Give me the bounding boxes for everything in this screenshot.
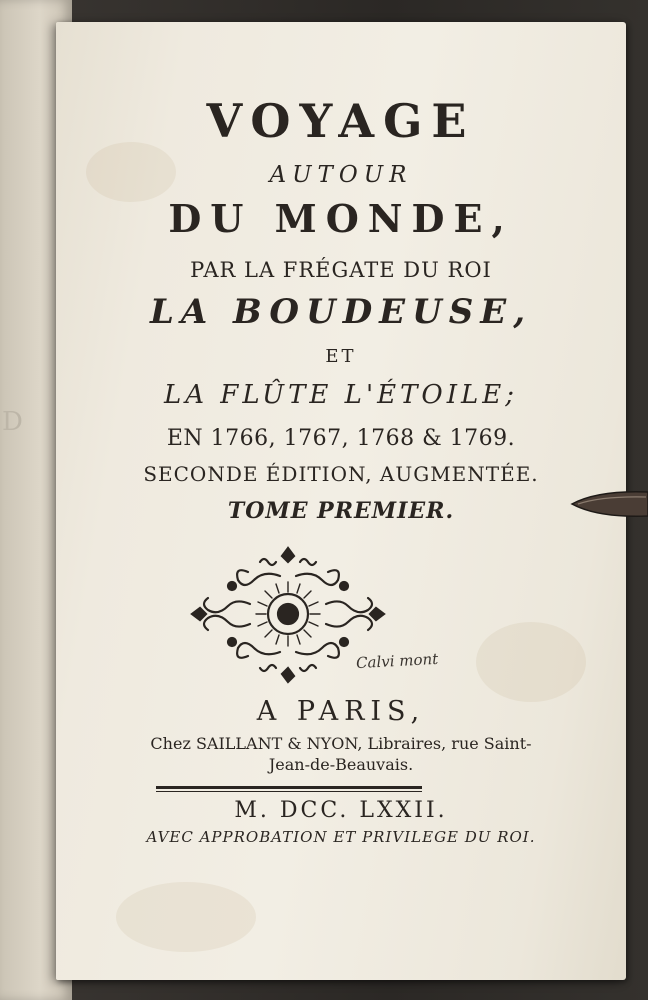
imprint-publisher-line1: Chez SAILLANT & NYON, Libraires, rue Saint-	[150, 734, 532, 753]
handwritten-signature: Calvi mont	[355, 649, 439, 673]
foxing-stain	[116, 882, 256, 952]
imprint-publisher-line2: Jean-de-Beauvais.	[268, 755, 414, 774]
imprint-year: M. DCC. LXXII.	[234, 798, 448, 823]
title-par-la-fregate: PAR LA FRÉGATE DU ROI	[190, 258, 492, 282]
edition-note: SECONDE ÉDITION, AUGMENTÉE.	[143, 462, 539, 486]
imprint-approbation: AVEC APPROBATION ET PRIVILEGE DU ROI.	[146, 828, 536, 846]
double-rule-thin	[156, 791, 422, 792]
title-page	[56, 22, 626, 980]
title-years: EN 1766, 1767, 1768 & 1769.	[166, 426, 516, 451]
bookmark-tab	[568, 484, 648, 524]
bleed-through-mark: D	[2, 407, 23, 437]
title-autour: AUTOUR	[269, 162, 413, 188]
title-la-flute: LA FLÛTE L'ÉTOILE;	[163, 380, 518, 410]
volume-label: TOME PREMIER.	[227, 498, 455, 524]
title-du-monde: DU MONDE,	[168, 196, 514, 241]
double-rule-thick	[156, 786, 422, 789]
imprint-city: A PARIS,	[256, 696, 426, 727]
foxing-stain	[476, 622, 586, 702]
title-et: ET	[325, 346, 357, 367]
title-la-boudeuse: LA BOUDEUSE,	[149, 292, 533, 332]
title-voyage: VOYAGE	[206, 94, 476, 148]
